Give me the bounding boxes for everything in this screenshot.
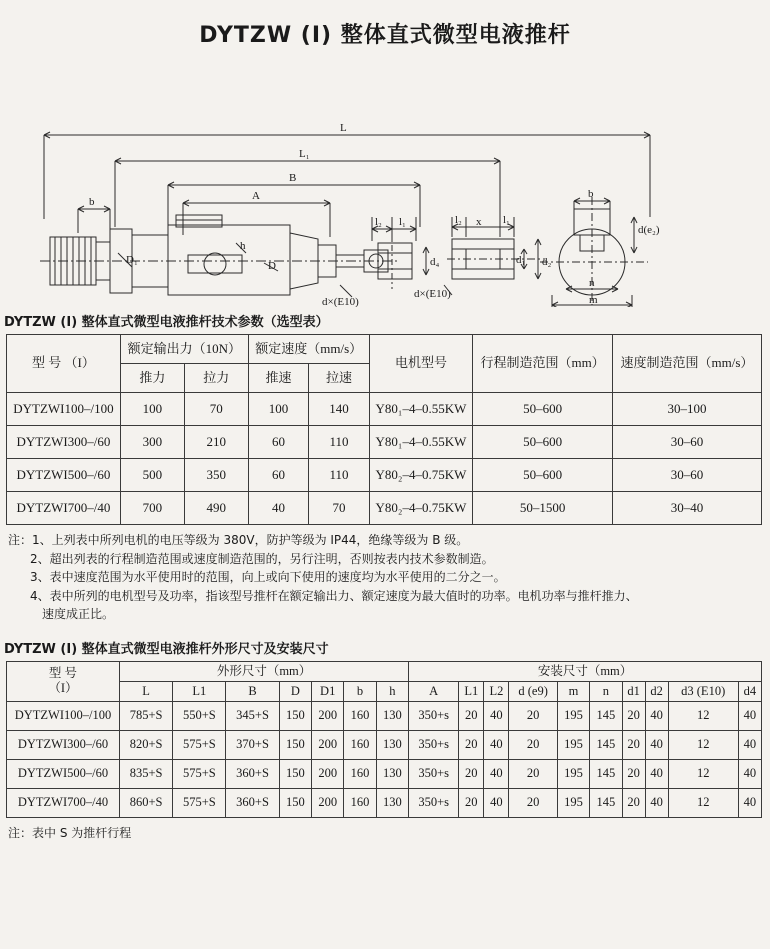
cell-speed: 30–100 [612, 393, 761, 426]
cell-inst-d2: 40 [645, 701, 668, 730]
cell-B: 345+S [226, 701, 279, 730]
note-line: 2、超出列表的行程制造范围或速度制造范围的，另行注明，否则按表内技术参数制造。 [30, 551, 494, 566]
dim-label-de: d(e₂) [638, 224, 660, 236]
cell-b: 160 [344, 730, 376, 759]
cell-inst-m: 195 [557, 759, 589, 788]
cell-model: DYTZWI300–/60 [7, 730, 120, 759]
col-stroke-range: 行程制造范围（mm） [473, 335, 613, 393]
col-push: 推力 [120, 364, 184, 393]
col-inst-d3: d3 (E10) [668, 681, 738, 701]
cell-D: 150 [279, 759, 311, 788]
dim-label-m: m [589, 294, 598, 306]
cell-model: DYTZWI500–/60 [7, 759, 120, 788]
col-b: b [344, 681, 376, 701]
dim-label-dxE10-a: d×(E10) [322, 296, 359, 307]
dim-label-l1: l₁ [399, 216, 406, 228]
dim-label-n: n [589, 277, 595, 289]
cell-motor: Y80₂–4–0.75KW [369, 459, 473, 492]
cell-B: 370+S [226, 730, 279, 759]
cell-speed: 30–40 [612, 492, 761, 525]
dim-label-x: x [476, 216, 482, 228]
cell-D1: 200 [312, 701, 344, 730]
dim-label-d4: d₄ [430, 256, 440, 268]
cell-motor: Y80₁–4–0.55KW [369, 393, 473, 426]
col-model [7, 661, 120, 701]
col-model: 型 号 （I） [7, 335, 121, 393]
note-line: 速度成正比。 [42, 607, 115, 622]
col-D1: D1 [312, 681, 344, 701]
cell-inst-d1: 20 [622, 730, 645, 759]
cell-push: 500 [120, 459, 184, 492]
cell-L: 785+S [120, 701, 173, 730]
cell-b: 160 [344, 788, 376, 817]
col-A: A [409, 681, 459, 701]
technical-drawing [0, 57, 770, 307]
cell-stroke: 50–1500 [473, 492, 613, 525]
cell-inst-d4: 40 [738, 701, 761, 730]
cell-D1: 200 [312, 788, 344, 817]
cell-inst-L1: 20 [459, 788, 484, 817]
section1-heading: DYTZW (I) 整体直式微型电液推杆技术参数（选型表） [4, 315, 329, 330]
dim-label-L: L [340, 122, 347, 134]
cell-motor: Y80₂–4–0.75KW [369, 492, 473, 525]
cell-L: 820+S [120, 730, 173, 759]
col-model-sub: （I） [48, 681, 78, 696]
cell-pull-speed: 70 [309, 492, 369, 525]
cell-inst-L2: 40 [484, 701, 509, 730]
cell-inst-d: 20 [509, 759, 557, 788]
cell-push-speed: 40 [248, 492, 308, 525]
cell-L: 860+S [120, 788, 173, 817]
cell-inst-d3: 12 [668, 701, 738, 730]
cell-push: 300 [120, 426, 184, 459]
cell-D1: 200 [312, 759, 344, 788]
dim-label-B: B [289, 172, 297, 184]
dim-label-b: b [89, 196, 95, 208]
col-rated-output: 额定输出力（10N） [120, 335, 248, 364]
col-inst-n: n [590, 681, 622, 701]
cell-inst-d1: 20 [622, 701, 645, 730]
col-inst-d1: d1 [622, 681, 645, 701]
cell-inst-n: 145 [590, 759, 622, 788]
cell-inst-L2: 40 [484, 788, 509, 817]
cell-inst-d4: 40 [738, 788, 761, 817]
cell-model: DYTZWI300–/60 [7, 426, 121, 459]
cell-motor: Y80₁–4–0.55KW [369, 426, 473, 459]
col-inst-d2: d2 [645, 681, 668, 701]
table-header-row-1 [7, 335, 762, 364]
note-line: 注：1、上列表中所列电机的电压等级为 380V，防护等级为 IP44，绝缘等级为 B 级。 [8, 533, 469, 547]
section2-note: 注：表中 S 为推杆行程 [8, 825, 132, 840]
col-inst-d: d (e9) [509, 681, 557, 701]
col-model-main: 型 号 [48, 666, 78, 681]
cell-pull: 490 [184, 492, 248, 525]
table-row [7, 788, 762, 817]
col-rated-speed: 额定速度（mm/s） [248, 335, 369, 364]
cell-model: DYTZWI100–/100 [7, 393, 121, 426]
cell-pull-speed: 110 [309, 426, 369, 459]
dim-label-h: h [240, 240, 246, 252]
spec-table [6, 334, 762, 525]
col-outline-dims: 外形尺寸（mm） [120, 661, 409, 681]
cell-inst-L2: 40 [484, 759, 509, 788]
cell-speed: 30–60 [612, 459, 761, 492]
cell-inst-n: 145 [590, 788, 622, 817]
cell-D: 150 [279, 701, 311, 730]
table-row [7, 759, 762, 788]
cell-push: 700 [120, 492, 184, 525]
cell-B: 360+S [226, 759, 279, 788]
table-row [7, 426, 762, 459]
col-L: L [120, 681, 173, 701]
col-push-speed: 推速 [248, 364, 308, 393]
cell-inst-d4: 40 [738, 730, 761, 759]
cell-inst-m: 195 [557, 788, 589, 817]
dim-label-D1: D₁ [126, 254, 138, 266]
cell-inst-L2: 40 [484, 730, 509, 759]
cell-inst-d: 20 [509, 701, 557, 730]
page-title: DYTZW (I) 整体直式微型电液推杆 [199, 23, 571, 48]
cell-inst-d2: 40 [645, 730, 668, 759]
cell-D1: 200 [312, 730, 344, 759]
dim-label-b2: b [588, 188, 594, 200]
cell-push-speed: 60 [248, 459, 308, 492]
cell-inst-d1: 20 [622, 759, 645, 788]
note-line: 3、表中速度范围为水平使用时的范围，向上或向下使用的速度均为水平使用的二分之一。 [30, 570, 506, 585]
cell-h: 130 [376, 788, 408, 817]
cell-b: 160 [344, 759, 376, 788]
cell-stroke: 50–600 [473, 393, 613, 426]
col-L1: L1 [173, 681, 226, 701]
cell-inst-n: 145 [590, 701, 622, 730]
note-line: 4、表中所列的电机型号及功率，指该型号推杆在额定输出力、额定速度为最大值时的功率。电机功率与推杆推力、 [30, 588, 638, 603]
dim-label-l2: l₂ [375, 216, 382, 228]
cell-push-speed: 60 [248, 426, 308, 459]
cell-speed: 30–60 [612, 426, 761, 459]
cell-pull: 70 [184, 393, 248, 426]
cell-inst-d2: 40 [645, 759, 668, 788]
cell-model: DYTZWI700–/40 [7, 492, 121, 525]
cell-inst-m: 195 [557, 701, 589, 730]
dim-label-dxE10-b: d×(E10) [414, 288, 451, 300]
cell-inst-d2: 40 [645, 788, 668, 817]
cell-h: 130 [376, 730, 408, 759]
dim-label-d2: d₂ [542, 256, 552, 268]
cell-inst-n: 145 [590, 730, 622, 759]
section2-heading: DYTZW (I) 整体直式微型电液推杆外形尺寸及安装尺寸 [4, 641, 329, 657]
table-row [7, 459, 762, 492]
col-install-dims: 安装尺寸（mm） [409, 661, 762, 681]
cell-inst-L1: 20 [459, 730, 484, 759]
table-row [7, 393, 762, 426]
col-pull: 拉力 [184, 364, 248, 393]
cell-h: 130 [376, 759, 408, 788]
dim-label-D: D [268, 260, 276, 272]
col-B: B [226, 681, 279, 701]
cell-inst-d4: 40 [738, 759, 761, 788]
cell-inst-d3: 12 [668, 730, 738, 759]
cell-pull: 210 [184, 426, 248, 459]
cell-A: 350+s [409, 788, 459, 817]
dimensions-table [6, 661, 762, 818]
cell-model: DYTZWI700–/40 [7, 788, 120, 817]
col-inst-L2: L2 [484, 681, 509, 701]
cell-L: 835+S [120, 759, 173, 788]
dim-label-L1: L₁ [299, 148, 310, 160]
dim-label-l1b: l₁ [503, 214, 510, 226]
cell-D: 150 [279, 788, 311, 817]
cell-B: 360+S [226, 788, 279, 817]
cell-push: 100 [120, 393, 184, 426]
cell-stroke: 50–600 [473, 426, 613, 459]
cell-pull-speed: 140 [309, 393, 369, 426]
table-row [7, 701, 762, 730]
cell-pull-speed: 110 [309, 459, 369, 492]
cell-L1: 575+S [173, 788, 226, 817]
col-h: h [376, 681, 408, 701]
cell-L1: 575+S [173, 759, 226, 788]
cell-inst-d3: 12 [668, 759, 738, 788]
table-header-row-2 [7, 681, 762, 701]
col-inst-m: m [557, 681, 589, 701]
cell-inst-d: 20 [509, 788, 557, 817]
dim-label-l2b: l₂ [455, 214, 462, 226]
cell-push-speed: 100 [248, 393, 308, 426]
cell-model: DYTZWI500–/60 [7, 459, 121, 492]
col-D: D [279, 681, 311, 701]
cell-A: 350+s [409, 730, 459, 759]
cell-inst-d3: 12 [668, 788, 738, 817]
col-inst-d4: d4 [738, 681, 761, 701]
col-speed-range: 速度制造范围（mm/s） [612, 335, 761, 393]
col-pull-speed: 拉速 [309, 364, 369, 393]
cell-A: 350+s [409, 759, 459, 788]
cell-inst-d1: 20 [622, 788, 645, 817]
dim-label-d1: d₁ [516, 254, 526, 266]
cell-inst-L1: 20 [459, 759, 484, 788]
col-inst-L1: L1 [459, 681, 484, 701]
dim-label-A: A [252, 190, 260, 202]
cell-L1: 575+S [173, 730, 226, 759]
col-motor-model: 电机型号 [369, 335, 473, 393]
table-header-row-1 [7, 661, 762, 681]
cell-h: 130 [376, 701, 408, 730]
cell-inst-m: 195 [557, 730, 589, 759]
table-row [7, 492, 762, 525]
cell-inst-d: 20 [509, 730, 557, 759]
cell-D: 150 [279, 730, 311, 759]
cell-inst-L1: 20 [459, 701, 484, 730]
cell-stroke: 50–600 [473, 459, 613, 492]
cell-A: 350+s [409, 701, 459, 730]
table-row [7, 730, 762, 759]
cell-b: 160 [344, 701, 376, 730]
cell-model: DYTZWI100–/100 [7, 701, 120, 730]
section1-notes [8, 531, 762, 624]
cell-pull: 350 [184, 459, 248, 492]
cell-L1: 550+S [173, 701, 226, 730]
